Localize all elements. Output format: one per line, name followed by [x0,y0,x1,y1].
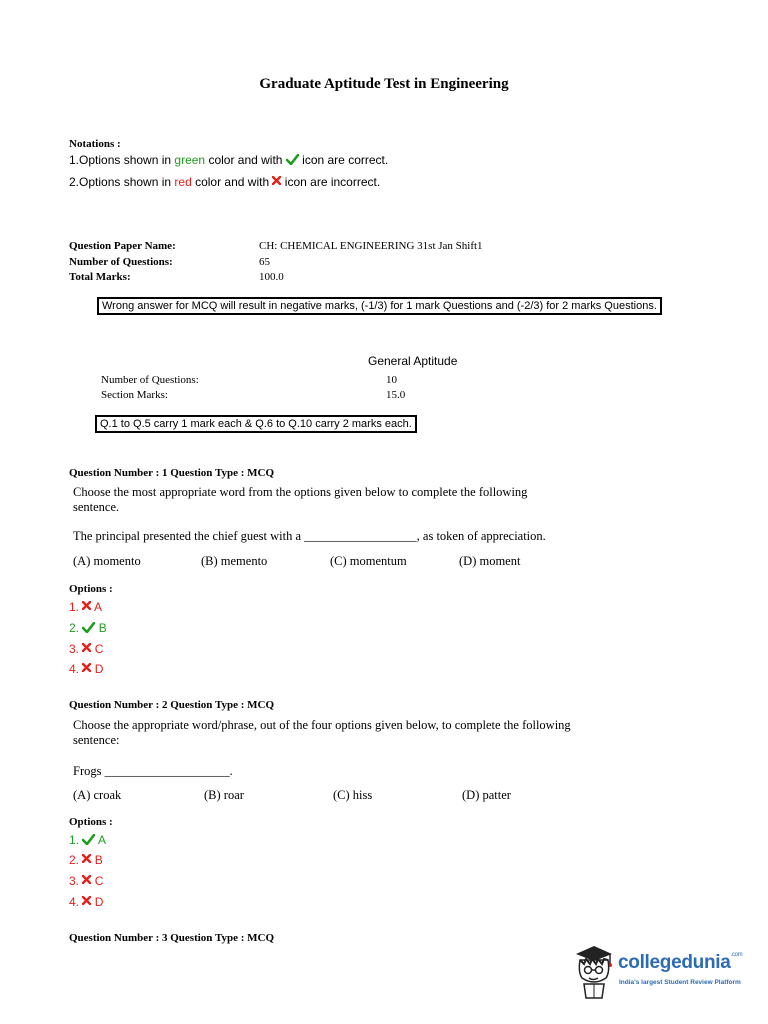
question-1-text-line1: Choose the most appropriate word from the options given below to complete the following [73,485,528,499]
notation-1-post: icon are correct. [298,153,389,167]
paper-name-label: Question Paper Name: [69,240,176,252]
cross-icon [82,663,91,672]
negative-marking-note: Wrong answer for MCQ will result in negative marks, (-1/3) for 1 mark Questions and (-2/3) for 2 marks Questions. [97,297,662,315]
question-1-choice-b: (B) memento [201,554,268,568]
student-mascot-icon [572,942,616,1000]
document-title: Graduate Aptitude Test in Engineering [259,76,509,92]
notation-1-color: green [174,153,206,167]
option-number: 3. [69,874,80,888]
notation-2-color: red [174,175,192,189]
question-1-sentence: The principal presented the chief guest with a __________________, as token of appreciation. [73,529,546,543]
option-letter: C [94,642,104,656]
question-2-choice-a: (A) croak [73,788,122,802]
cross-icon [82,643,91,652]
question-2-option-1 [69,833,106,847]
cross-icon [82,875,91,884]
notation-line-2 [69,175,380,189]
logo-tagline: India's largest Student Review Platform [619,979,741,986]
check-icon [82,834,95,845]
section-num-label: Number of Questions: [101,374,199,386]
question-2-option-3 [69,874,103,888]
question-2-text-line1: Choose the appropriate word/phrase, out of the four options given below, to complete the following [73,718,571,732]
num-questions-label: Number of Questions: [69,256,173,268]
question-1-choice-c: (C) momentum [330,554,407,568]
num-questions-value: 65 [259,256,270,268]
option-number: 1. [69,600,80,614]
question-1-text-line2: sentence. [73,500,120,514]
cross-icon [82,601,91,610]
question-2-text-line2: sentence: [73,733,120,747]
logo-suffix: .com [730,952,743,958]
section-marks-label: Section Marks: [101,389,168,401]
question-1-options-label: Options : [69,583,113,595]
paper-name-value: CH: CHEMICAL ENGINEERING 31st Jan Shift1 [259,240,483,252]
notation-2-post: icon are incorrect. [281,175,381,189]
option-number: 3. [69,642,80,656]
check-icon [286,154,299,165]
question-2-option-4 [69,895,103,909]
cross-icon [82,896,91,905]
option-number: 4. [69,662,80,676]
notation-1-mid: color and with [205,153,286,167]
option-letter: B [94,853,103,867]
total-marks-value: 100.0 [259,271,284,283]
question-1-header: Question Number : 1 Question Type : MCQ [69,467,275,479]
question-2-option-2 [69,853,103,867]
question-2-choice-b: (B) roar [204,788,244,802]
notations-heading: Notations : [69,138,121,150]
total-marks-label: Total Marks: [69,271,131,283]
section-marks-value: 15.0 [386,389,406,401]
question-1-option-3 [69,642,103,656]
section-marks-note: Q.1 to Q.5 carry 1 mark each & Q.6 to Q.10 carry 2 marks each. [95,415,417,433]
question-1-option-4 [69,662,103,676]
check-icon [82,622,95,633]
option-number: 2. [69,621,80,635]
option-letter: D [94,662,104,676]
question-2-choice-c: (C) hiss [333,788,373,802]
question-3-header: Question Number : 3 Question Type : MCQ [69,932,275,944]
option-number: 2. [69,853,80,867]
section-num-value: 10 [386,374,397,386]
collegedunia-logo [572,942,752,1002]
option-number: 1. [69,833,80,847]
notation-1-pre: 1.Options shown in [69,153,175,167]
notation-2-mid: color and with [191,175,273,189]
option-number: 4. [69,895,80,909]
notation-line-1 [69,153,388,167]
section-name: General Aptitude [368,354,458,368]
option-letter: C [94,874,104,888]
question-1-option-1 [69,600,102,614]
cross-icon [82,854,91,863]
logo-wordmark [618,952,742,974]
question-2-options-label: Options : [69,816,113,828]
question-2-sentence: Frogs ____________________. [73,764,233,778]
option-letter: A [94,600,103,614]
option-letter: D [94,895,104,909]
question-1-option-2 [69,621,107,635]
question-1-choice-a: (A) momento [73,554,141,568]
option-letter: B [98,621,107,635]
notation-2-pre: 2.Options shown in [69,175,175,189]
logo-name: collegedunia [618,952,731,973]
question-1-choice-d: (D) moment [459,554,521,568]
question-2-header: Question Number : 2 Question Type : MCQ [69,699,275,711]
question-2-choice-d: (D) patter [462,788,511,802]
option-letter: A [98,833,107,847]
